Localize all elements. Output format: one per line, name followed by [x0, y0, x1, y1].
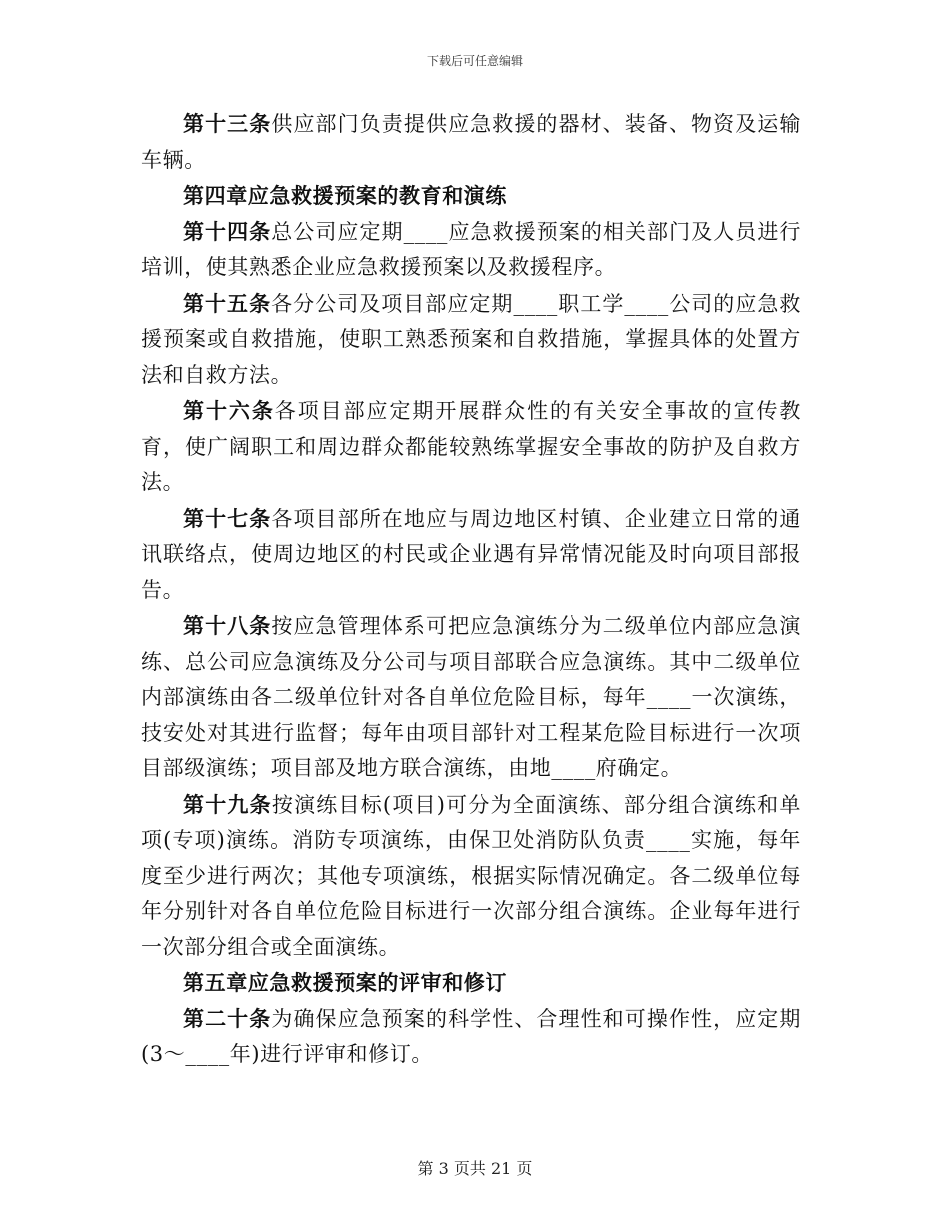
page-footer: 第 3 页共 21 页: [417, 1159, 533, 1178]
chapter-heading-4: 第四章应急救援预案的教育和演练: [183, 183, 507, 208]
article-lead: 第十三条: [183, 111, 272, 136]
article-text: 按应急管理体系可把应急演练分为二级单位内部应急演练、总公司应急演练及分公司与项目部联合应急演练。其中二级单位内部演练由各二级单位针对各自单位危险目标，每年____一次演练，技安处对其进行监督；每年由项目部针对工程某危险目标进行一次项目部级演练；项目部及地方联合演练，由地____府确定。: [141, 614, 801, 780]
article-text: 供应部门负责提供应急救援的器材、装备、物资及运输车辆。: [141, 112, 801, 172]
article-lead: 第十四条: [183, 218, 272, 244]
article-20: [141, 1001, 801, 1073]
chapter-heading-5: 第五章应急救援预案的评审和修订: [183, 970, 507, 995]
article-16: [141, 393, 801, 501]
document-body: [141, 106, 801, 1073]
article-14: [141, 214, 801, 286]
article-lead: 第十六条: [183, 398, 275, 423]
article-lead: 第十八条: [183, 613, 272, 638]
article-lead: 第二十条: [183, 1005, 272, 1031]
article-lead: 第十五条: [183, 290, 272, 316]
article-17: [141, 501, 801, 609]
article-text: 各项目部所在地应与周边地区村镇、企业建立日常的通讯联络点，使周边地区的村民或企业遇有异常情况能及时向项目部报告。: [141, 506, 801, 602]
article-lead: 第十七条: [183, 505, 272, 531]
page-header: 下载后可任意编辑: [426, 54, 523, 68]
article-13: [141, 106, 801, 178]
article-lead: 第十九条: [183, 791, 272, 817]
article-text: 各分公司及项目部应定期____职工学____公司的应急救援预案或自救措施，使职工熟悉预案和自救措施，掌握具体的处置方法和自救方法。: [141, 291, 801, 387]
article-text: 为确保应急预案的科学性、合理性和可操作性，应定期(3～____年)进行评审和修订。: [141, 1006, 801, 1066]
article-15: [141, 286, 801, 394]
article-text: 按演练目标(项目)可分为全面演练、部分组合演练和单项(专项)演练。消防专项演练，由保卫处消防队负责____实施，每年度至少进行两次；其他专项演练，根据实际情况确定。各二级单位每年分别针对各自单位危险目标进行一次部分组合演练。企业每年进行一次部分组合或全面演练。: [141, 792, 801, 959]
article-text: 总公司应定期____应急救援预案的相关部门及人员进行培训，使其熟悉企业应急救援预案以及救援程序。: [141, 219, 801, 279]
article-19: [141, 787, 801, 966]
article-text: 各项目部应定期开展群众性的有关安全事故的宣传教育，使广阔职工和周边群众都能较熟练掌握安全事故的防护及自救方法。: [141, 399, 801, 494]
article-18: [141, 608, 801, 787]
